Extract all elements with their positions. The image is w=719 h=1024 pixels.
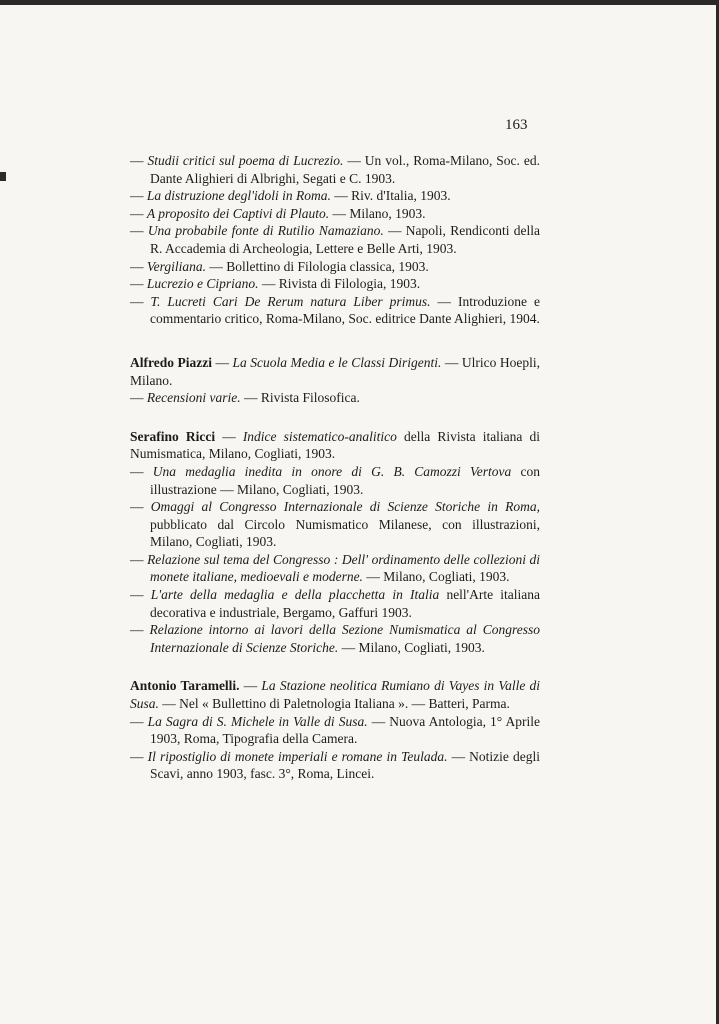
publication-details: nell'Arte italiana decorativa e industriale, Bergamo, Gaffuri 1903.: [150, 587, 541, 620]
bibliography-entry: [130, 586, 540, 621]
work-title: L'arte della medaglia e della placchetta in Italia: [150, 587, 440, 603]
entry-separator: —: [239, 678, 262, 694]
bibliography-entry: [130, 275, 540, 293]
work-title: Una probabile fonte di Rutilio Namaziano.: [147, 223, 384, 239]
bibliography-entry: [130, 293, 540, 328]
dash-mark: —: [130, 276, 147, 292]
publication-details: — Introduzione e commentario critico, Roma-Milano, Soc. editrice Dante Alighieri, 1904.: [150, 293, 541, 327]
work-title: La Scuola Media e le Classi Dirigenti.: [232, 354, 442, 370]
publication-details: — Milano, 1903.: [329, 205, 426, 221]
bibliography-entry: [130, 222, 540, 257]
dash-mark: —: [130, 587, 151, 603]
author-entry: [130, 677, 540, 712]
dash-mark: —: [130, 622, 150, 638]
publication-details: — Notizie degli Scavi, anno 1903, fasc. 3°, Roma, Lincei.: [150, 748, 540, 782]
publication-details: — Bollettino di Filologia classica, 1903.: [206, 258, 429, 274]
bibliography-entry: [130, 205, 540, 223]
work-title: La Stazione neolitica Rumiano di Vayes in Valle di Susa.: [130, 678, 540, 712]
publication-details: pubblicato dal Circolo Numismatico Milanese, con illustrazioni, Milano, Cogliati, 1903.: [150, 516, 540, 550]
page-number: 163: [505, 117, 528, 133]
bibliography-entry: [130, 551, 540, 586]
dash-mark: —: [130, 390, 147, 406]
author-name: Antonio Taramelli.: [130, 678, 240, 694]
dash-mark: —: [130, 551, 148, 567]
work-title: Vergiliana.: [146, 258, 206, 274]
dash-mark: —: [130, 205, 147, 221]
bibliography-entry: [130, 621, 540, 656]
publication-details: — Nuova Antologia, 1° Aprile 1903, Roma, Tipografia della Camera.: [150, 713, 541, 747]
work-title: Recensioni varie.: [146, 390, 241, 406]
bibliography-entry: [130, 713, 540, 748]
author-entry: [130, 428, 540, 463]
entry-separator: —: [211, 354, 233, 370]
work-title: Studii critici sul poema di Lucrezio.: [147, 153, 344, 168]
publication-details: — Rivista di Filologia, 1903.: [258, 276, 421, 292]
work-title: La Sagra di S. Michele in Valle di Susa.: [147, 713, 368, 729]
dash-mark: —: [130, 223, 148, 239]
author-name: Serafino Ricci: [130, 428, 216, 444]
dash-mark: —: [130, 463, 153, 479]
publication-details: — Rivista Filosofica.: [240, 390, 360, 406]
publication-details: — Ulrico Hoepli, Milano.: [130, 354, 541, 388]
publication-details: — Milano, Cogliati, 1903.: [338, 639, 485, 655]
publication-details: — Napoli, Rendiconti della R. Accademia di Archeologia, Lettere e Belle Arti, 1903.: [150, 223, 541, 256]
dash-mark: —: [130, 188, 147, 204]
bibliography-entry: [130, 463, 540, 498]
bibliography-entry: [130, 748, 540, 783]
scan-left-mark: [0, 172, 6, 181]
publication-details: con illustrazione — Milano, Cogliati, 1903.: [150, 463, 541, 497]
dash-mark: —: [130, 713, 148, 729]
dash-mark: —: [130, 499, 151, 515]
publication-details: — Riv. d'Italia, 1903.: [330, 188, 451, 204]
publication-details: — Nel « Bullettino di Paletnologia Italiana ». — Batteri, Parma.: [158, 696, 510, 712]
dash-mark: —: [130, 293, 151, 309]
bibliography-entry: [130, 152, 540, 187]
publication-details: — Milano, Cogliati, 1903.: [362, 569, 510, 585]
publication-details: — Un vol., Roma-Milano, Soc. ed. Dante Alighieri di Albrighi, Segati e C. 1903.: [150, 153, 541, 186]
bibliography-entry: [130, 389, 540, 407]
work-title: Relazione sul tema del Congresso : Dell' ordinamento delle collezioni di monete italiane, medioevali e moderne.: [147, 551, 541, 585]
work-title: A proposito dei Captivi di Plauto.: [146, 205, 330, 221]
author-name: Alfredo Piazzi: [130, 354, 212, 370]
work-title: Omaggi al Congresso Internazionale di Scienze Storiche in Roma,: [150, 499, 541, 515]
publication-details: della Rivista italiana di Numismatica, Milano, Cogliati, 1903.: [130, 428, 541, 462]
work-title: Lucrezio e Cipriano.: [146, 276, 259, 292]
scan-top-border: [0, 0, 719, 5]
dash-mark: —: [130, 153, 148, 168]
work-title: Indice sistematico-analitico: [242, 428, 397, 444]
bibliography-entry: [130, 258, 540, 276]
bibliography-entry: [130, 187, 540, 205]
bibliography-list: [130, 152, 540, 783]
dash-mark: —: [130, 748, 148, 764]
entry-separator: —: [215, 428, 243, 444]
work-title: Il ripostiglio di monete imperiali e romane in Teulada.: [147, 748, 448, 764]
author-entry: [130, 354, 540, 389]
dash-mark: —: [130, 258, 147, 274]
work-title: Relazione intorno ai lavori della Sezione Numismatica al Congresso Internazionale di Scienze Storiche.: [149, 622, 541, 655]
work-title: Una medaglia inedita in onore di G. B. Camozzi Vertova: [152, 463, 512, 479]
work-title: T. Lucreti Cari De Rerum natura Liber primus.: [150, 293, 431, 309]
work-title: La distruzione degl'idoli in Roma.: [146, 188, 331, 204]
bibliography-entry: [130, 498, 540, 551]
